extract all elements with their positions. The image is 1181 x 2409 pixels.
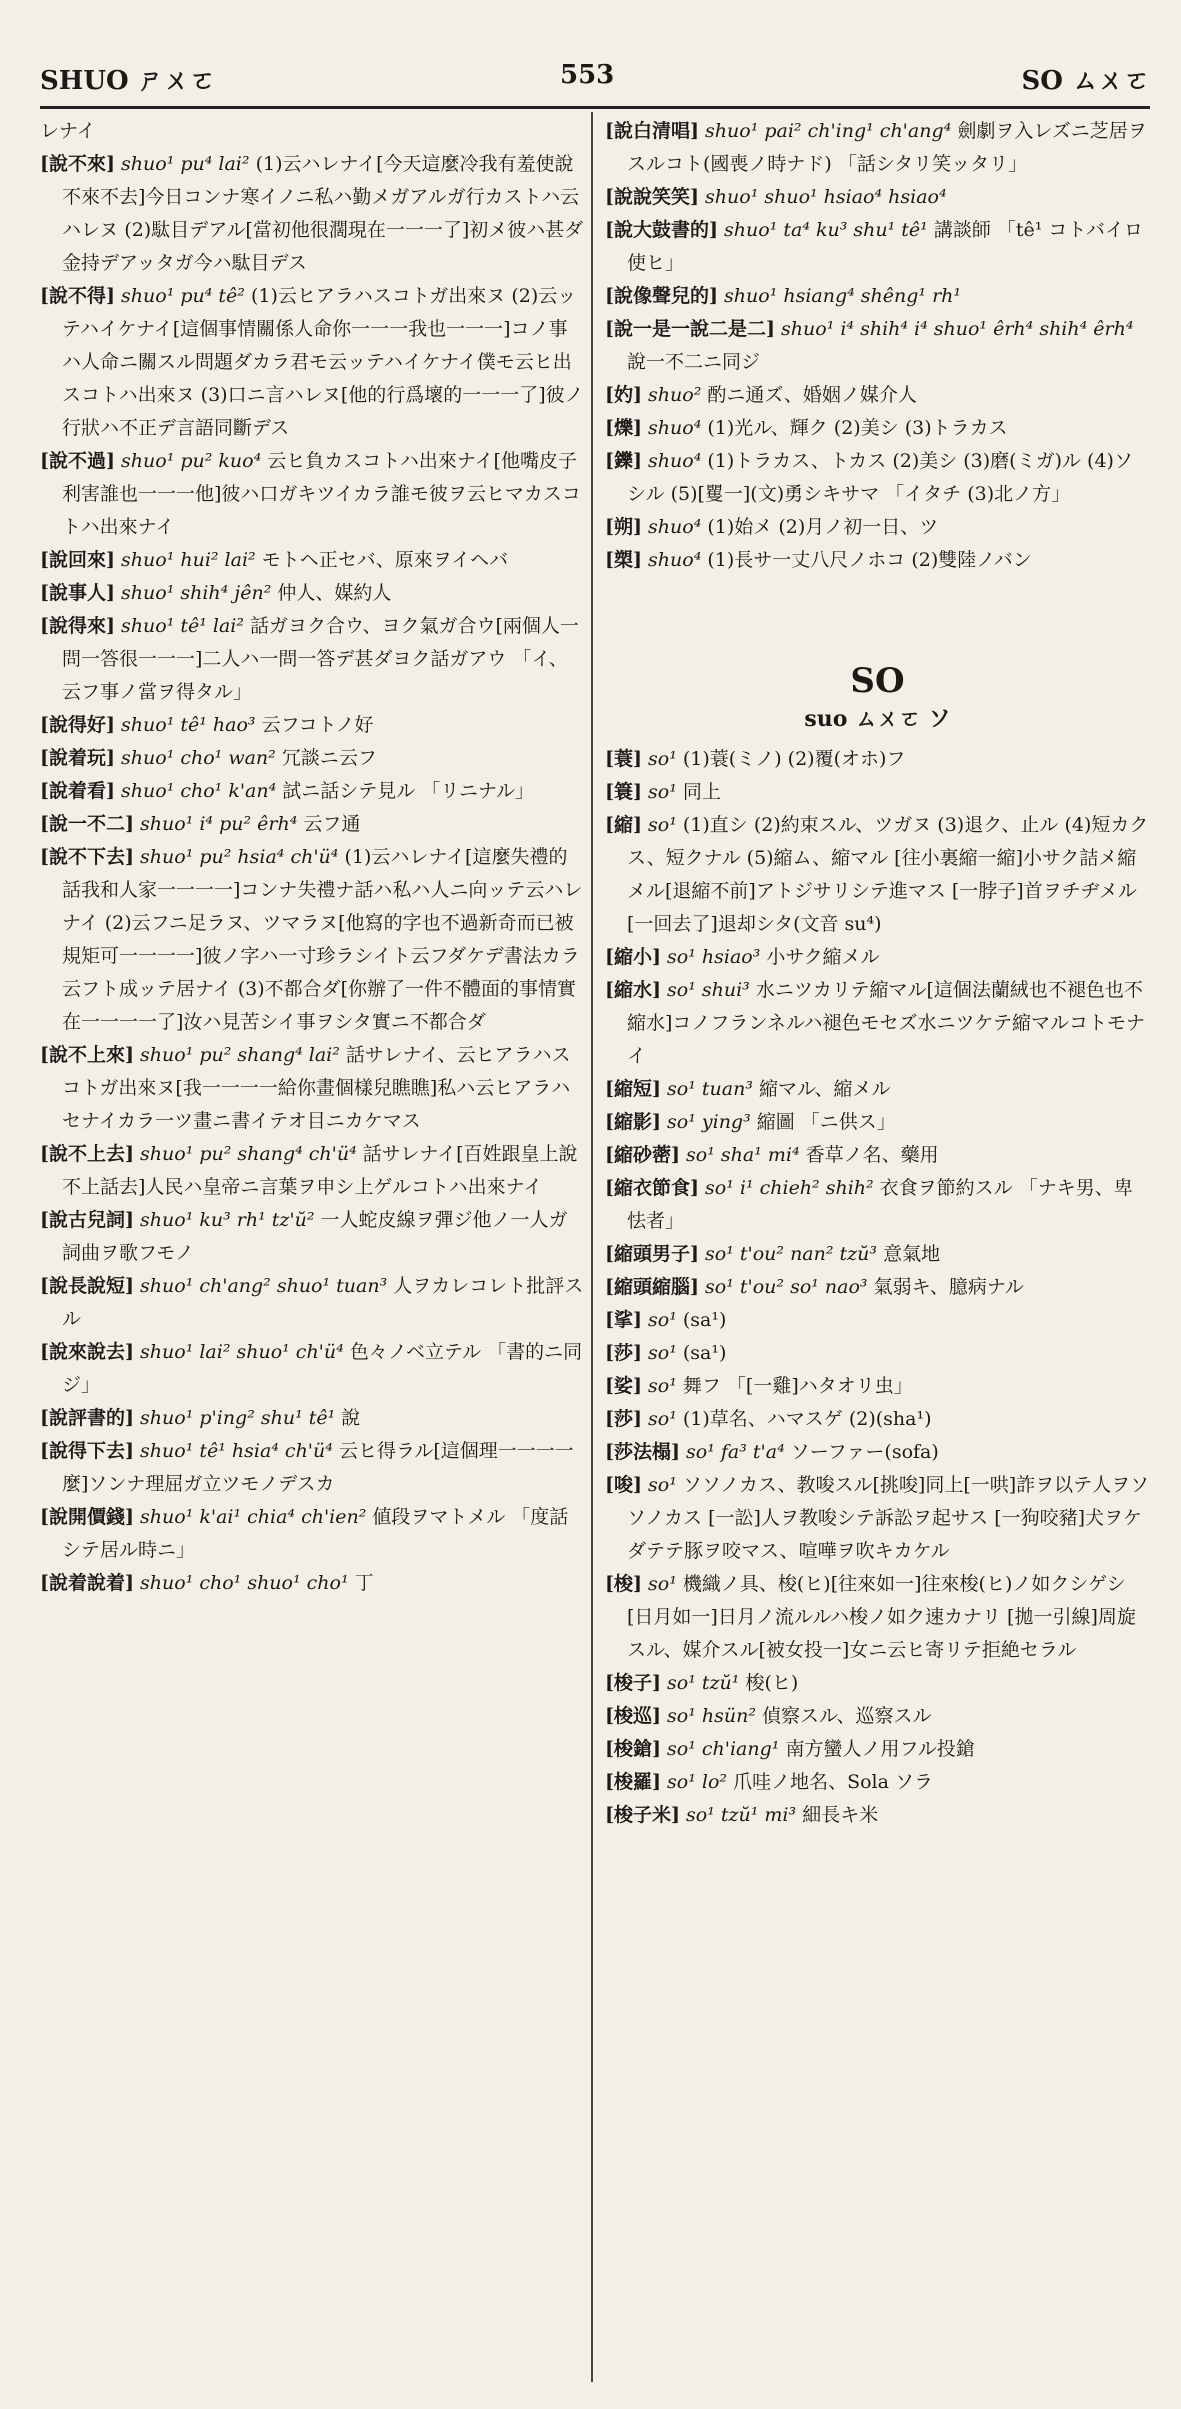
dictionary-entry: [40, 1501, 585, 1567]
entry-definition: (1)長サ一丈八尺ノホコ (2)雙陸ノバン: [707, 549, 1032, 571]
dictionary-entry: [605, 1337, 1150, 1370]
entry-headword: [說着看]: [40, 780, 115, 802]
entry-headword: [說長說短]: [40, 1275, 134, 1297]
dictionary-entry: [40, 445, 585, 544]
entry-romanization: so¹: [648, 1342, 677, 1364]
dictionary-entry: [605, 809, 1150, 941]
entry-headword: [說事人]: [40, 582, 115, 604]
entry-headword: [縮砂蔤]: [605, 1144, 680, 1166]
entry-headword: [縮小]: [605, 946, 661, 968]
right-column: [605, 115, 1150, 2385]
entry-definition: 說: [341, 1407, 361, 1429]
entry-definition: (1)云ハレナイ[這麼失禮的話我和人家一一一一]コンナ失禮ナ話ハ私ハ人ニ向ッテ云ハレナイ (2)云フニ足ラヌ、ツマラヌ[他寫的字也不過新奇而已被規矩可一一一一]彼ノ字ハ一寸珍ラシイト云フダケデ書法カラ云フト成ッテ居ナイ (3)不都合ダ[你辦了一件不體面的事情實在一一一一了]汝ハ見苦シイ事ヲシタ實ニ不都合ダ: [62, 846, 583, 1033]
dictionary-entry: [40, 1039, 585, 1138]
entry-headword: [說着說着]: [40, 1572, 134, 1594]
entry-romanization: so¹: [648, 814, 677, 836]
entry-romanization: so¹ tuan³: [667, 1078, 753, 1100]
section-heading: [605, 659, 1150, 735]
dictionary-entry: [40, 742, 585, 775]
dictionary-entry: [605, 1766, 1150, 1799]
dictionary-entry: [40, 775, 585, 808]
entry-headword: [挲]: [605, 1309, 642, 1331]
dictionary-entry: [605, 1370, 1150, 1403]
entry-definition: 氣弱キ、臆病ナル: [873, 1276, 1024, 1298]
entry-headword: [梭羅]: [605, 1771, 661, 1793]
entry-romanization: so¹ tzŭ¹ mi³: [686, 1804, 797, 1826]
entry-definition: (1)直シ (2)約束スル、ツガヌ (3)退ク、止ル (4)短カクス、短クナル (5)縮ム、縮マル [往小裏縮一縮]小サク詰メ縮メル[退縮不前]アトジサリシテ進マス [一脖子]首ヲチヂメル[一回去了]退却シタ(文音 su⁴): [627, 814, 1149, 935]
dictionary-entry: [605, 1733, 1150, 1766]
entry-definition: 梭(ヒ): [745, 1672, 799, 1694]
entry-headword: [說不得]: [40, 285, 115, 307]
dictionary-entry: [605, 1436, 1150, 1469]
entry-romanization: shuo¹ shuo¹ hsiao⁴ hsiao⁴: [705, 186, 947, 208]
dictionary-entry: [605, 1568, 1150, 1667]
dictionary-entry: [605, 1700, 1150, 1733]
dictionary-entry: [605, 941, 1150, 974]
entry-headword: [說評書的]: [40, 1407, 134, 1429]
entry-definition: 丁: [354, 1572, 374, 1594]
entry-romanization: shuo¹ hsiang⁴ shêng¹ rh¹: [724, 285, 962, 307]
section-spacer: [605, 577, 1150, 633]
entry-headword: [莎]: [605, 1342, 642, 1364]
dictionary-entry: [605, 544, 1150, 577]
entry-romanization: so¹: [648, 1573, 677, 1595]
entry-romanization: shuo¹ shih⁴ jên²: [121, 582, 272, 604]
page-number: 553: [560, 60, 615, 90]
entry-definition: 縮マル、縮メル: [758, 1078, 891, 1100]
entry-romanization: so¹: [648, 1375, 677, 1397]
dictionary-entry: [40, 1270, 585, 1336]
entry-definition: (1)云ハレナイ[今天這麼冷我有羞使說不來不去]今日コンナ寒イノニ私ハ勤メガアルガ行カストハ云ハレヌ (2)駄目デアル[當初他很濶現在一一一了]初メ彼ハ甚ダ金持デアッタガ今ハ駄目デス: [62, 153, 584, 274]
entry-definition: (1)光ル、輝ク (2)美シ (3)トラカス: [707, 417, 1008, 439]
header-rule: [40, 106, 1150, 109]
dictionary-entry: [40, 544, 585, 577]
dictionary-entry: [605, 445, 1150, 511]
entry-headword: [朔]: [605, 516, 642, 538]
dictionary-entry: [605, 181, 1150, 214]
entry-headword: [梭子]: [605, 1672, 661, 1694]
dictionary-entry: [605, 1304, 1150, 1337]
entry-romanization: shuo⁴: [648, 549, 702, 571]
entry-headword: [說一不二]: [40, 813, 134, 835]
entry-definition: 小サク縮メル: [766, 946, 880, 968]
entry-headword: [縮]: [605, 814, 642, 836]
page-header: [40, 48, 1150, 108]
entry-definition: 云フ通: [303, 813, 361, 835]
entry-romanization: shuo¹ lai² shuo¹ ch'ü⁴: [140, 1341, 344, 1363]
dictionary-entry: [40, 709, 585, 742]
entry-definition: (sa¹): [682, 1342, 727, 1364]
entry-headword: [鑠]: [605, 450, 642, 472]
dictionary-entry: [40, 610, 585, 709]
dictionary-entry: [605, 1172, 1150, 1238]
section-heading-sub: suo ㄙㄨㄛ ソ: [804, 706, 951, 732]
entry-headword: [槊]: [605, 549, 642, 571]
dictionary-entry: [40, 1336, 585, 1402]
entry-definition: (1)草名、ハマスゲ (2)(sha¹): [682, 1408, 932, 1430]
entry-definition: 爪哇ノ地名、Sola ソラ: [733, 1771, 933, 1793]
dictionary-entry: [605, 1469, 1150, 1568]
entry-headword: [說不上來]: [40, 1044, 134, 1066]
entry-headword: [縮短]: [605, 1078, 661, 1100]
entry-headword: [說來說去]: [40, 1341, 134, 1363]
entry-romanization: shuo¹ pai² ch'ing¹ ch'ang⁴: [705, 120, 952, 142]
entry-romanization: shuo¹ pu⁴ lai²: [121, 153, 250, 175]
entry-romanization: shuo¹ cho¹ shuo¹ cho¹: [140, 1572, 349, 1594]
entry-romanization: shuo¹ i⁴ pu² êrh⁴: [140, 813, 298, 835]
entry-definition: 話サレナイ、云ヒアラハスコトガ出來ヌ[我一一一一給你畫個樣兒瞧瞧]私ハ云ヒアラハセナイカラ一ツ畫ニ書イテオ目ニカケマス: [62, 1044, 571, 1132]
entry-definition: 冗談ニ云フ: [281, 747, 377, 769]
dictionary-entry: [40, 577, 585, 610]
entry-headword: [莎]: [605, 1408, 642, 1430]
dictionary-entry: [40, 841, 585, 1039]
entry-headword: [說着玩]: [40, 747, 115, 769]
entry-headword: [莎法榻]: [605, 1441, 680, 1463]
entry-romanization: shuo¹ k'ai¹ chia⁴ ch'ien²: [140, 1506, 367, 1528]
entry-definition: 意氣地: [883, 1243, 941, 1265]
entry-romanization: shuo¹ ch'ang² shuo¹ tuan³: [140, 1275, 388, 1297]
entry-definition: (1)蓑(ミノ) (2)覆(オホ)フ: [682, 748, 906, 770]
entry-romanization: so¹: [648, 781, 677, 803]
entry-definition: 機織ノ具、梭(ヒ)[往來如一]往來梭(ヒ)ノ如クシゲシ[日月如一]日月ノ流ルルハ梭ノ如ク速カナリ [拋一引線]周旋スル、媒介スル[被女投一]女ニ云ヒ寄リテ拒絶セラル: [627, 1573, 1136, 1661]
dictionary-entry: [605, 379, 1150, 412]
entry-romanization: so¹ ch'iang¹: [667, 1738, 780, 1760]
entry-romanization: shuo¹ pu⁴ tê²: [121, 285, 245, 307]
entry-headword: [說得好]: [40, 714, 115, 736]
entry-headword: [說開價錢]: [40, 1506, 134, 1528]
dictionary-entry: [605, 1667, 1150, 1700]
entry-headword: [簑]: [605, 781, 642, 803]
entry-definition: 色々ノベ立テル 「書的ニ同ジ」: [62, 1341, 583, 1396]
column-divider: [591, 112, 593, 2382]
right-entries-top: [605, 115, 1150, 577]
entry-headword: [說大鼓書的]: [605, 219, 718, 241]
entry-definition: 云フコトノ好: [261, 714, 374, 736]
entry-romanization: so¹ fa³ t'a⁴: [686, 1441, 785, 1463]
entry-romanization: shuo¹ hui² lai²: [121, 549, 256, 571]
entry-headword: [唆]: [605, 1474, 642, 1496]
dictionary-entry: [605, 1139, 1150, 1172]
entry-headword: [縮衣節食]: [605, 1177, 699, 1199]
entry-romanization: so¹ hsün²: [667, 1705, 756, 1727]
entry-definition: 說一不二ニ同ジ: [627, 351, 761, 373]
dictionary-entry: [605, 280, 1150, 313]
entry-romanization: shuo¹ pu² shang⁴ lai²: [140, 1044, 340, 1066]
dictionary-entry: [605, 776, 1150, 809]
dictionary-entry: [40, 1204, 585, 1270]
entry-romanization: so¹ t'ou² nan² tzŭ³: [705, 1243, 878, 1265]
entry-romanization: shuo⁴: [648, 516, 702, 538]
entry-definition: 衣食ヲ節約スル 「ナキ男、卑怯者」: [627, 1177, 1133, 1232]
entry-definition: 試ニ話シテ見ル 「リニナル」: [282, 780, 535, 802]
entry-definition: 話ガヨク合ウ、ヨク氣ガ合ウ[兩個人一問一答很一一一]二人ハ一問一答デ甚ダヨク話ガアウ 「イ、云フ事ノ當ヲ得タル」: [62, 615, 579, 703]
entry-headword: [說像聲兒的]: [605, 285, 718, 307]
entry-romanization: shuo¹ ku³ rh¹ tz'ŭ²: [140, 1209, 315, 1231]
dictionary-entry: [40, 808, 585, 841]
entry-romanization: shuo⁴: [648, 417, 702, 439]
dictionary-entry: [40, 1402, 585, 1435]
entry-headword: [娑]: [605, 1375, 642, 1397]
entry-definition: (1)始メ (2)月ノ初一日、ツ: [707, 516, 939, 538]
entry-definition: 水ニツカリテ縮マル[這個法蘭絨也不褪色也不縮水]コノフランネルハ褪色モセズ水ニツケテ縮マルコトモナイ: [627, 979, 1145, 1067]
entry-headword: [說得來]: [40, 615, 115, 637]
entry-romanization: shuo¹ cho¹ k'an⁴: [121, 780, 277, 802]
dictionary-entry: [605, 214, 1150, 280]
entry-headword: [說得下去]: [40, 1440, 134, 1462]
entry-romanization: shuo¹ pu² shang⁴ ch'ü⁴: [140, 1143, 357, 1165]
dictionary-entry: [40, 1138, 585, 1204]
dictionary-entry: [40, 1435, 585, 1501]
entry-romanization: shuo¹ pu² kuo⁴: [121, 450, 262, 472]
entry-romanization: so¹ shui³: [667, 979, 750, 1001]
entry-definition: 劍劇ヲ入レズニ芝居ヲスルコト(國喪ノ時ナド) 「話シタリ笑ッタリ」: [627, 120, 1147, 175]
entry-definition: 講談師 「tê¹ コトバイロ使ヒ」: [627, 219, 1144, 274]
entry-definition: 縮圖 「ニ供ス」: [756, 1111, 896, 1133]
entry-headword: [說白清唱]: [605, 120, 699, 142]
entry-headword: [梭巡]: [605, 1705, 661, 1727]
entry-headword: [說一是一說二是二]: [605, 318, 775, 340]
left-column: [40, 115, 585, 2385]
entry-romanization: shuo¹ pu² hsia⁴ ch'ü⁴: [140, 846, 339, 868]
entry-definition: モトヘ正セバ、原來ヲイヘバ: [261, 549, 509, 571]
entry-headword: [說不來]: [40, 153, 115, 175]
entry-definition: (sa¹): [682, 1309, 727, 1331]
entry-definition: 仲人、媒約人: [277, 582, 392, 604]
dictionary-entry: [605, 1106, 1150, 1139]
dictionary-entry: [605, 974, 1150, 1073]
right-entries-bottom: [605, 743, 1150, 1832]
entry-definition: 舞フ 「[一雞]ハタオリ虫」: [682, 1375, 913, 1397]
entry-headword: [縮影]: [605, 1111, 661, 1133]
entry-romanization: so¹ t'ou² so¹ nao³: [705, 1276, 868, 1298]
entry-definition: (1)トラカス、トカス (2)美シ (3)磨(ミガ)ル (4)ソシル (5)[矍一](文)勇シキサマ 「イタチ (3)北ノ方」: [627, 450, 1133, 505]
dictionary-entry: [40, 1567, 585, 1600]
entry-romanization: shuo¹ tê¹ hao³: [121, 714, 256, 736]
entry-romanization: shuo¹ ta⁴ ku³ shu¹ tê¹: [724, 219, 928, 241]
entry-headword: [說不上去]: [40, 1143, 134, 1165]
entry-definition: (1)云ヒアラハスコトガ出來ヌ (2)云ッテハイケナイ[這個事情關係人命你一一一我也一一一]コノ事ハ人命ニ關スル問題ダカラ君モ云ッテハイケナイ僕モ云ヒ出スコトハ出來ヌ (3)口ニ言ハレヌ[他的行爲壞的一一一了]彼ノ行狀ハ不正デ言語同斷デス: [62, 285, 584, 439]
entry-romanization: so¹: [648, 748, 677, 770]
dictionary-entry: [605, 1799, 1150, 1832]
entry-headword: [梭子米]: [605, 1804, 680, 1826]
entry-romanization: shuo⁴: [648, 450, 702, 472]
continuation-text: レナイ: [40, 120, 96, 142]
entry-romanization: shuo¹ cho¹ wan²: [121, 747, 276, 769]
entry-definition: 香草ノ名、藥用: [805, 1144, 939, 1166]
entry-definition: 云ヒ得ラル[這個理一一一一麼]ソンナ理屈ガ立ツモノデスカ: [62, 1440, 574, 1495]
entry-definition: ソソノカス、教唆スル[挑唆]同上[一哄]詐ヲ以テ人ヲソソノカス [一訟]人ヲ教唆シテ訴訟ヲ起サス [一狗咬豬]犬ヲケダテテ豚ヲ咬マス、喧嘩ヲ吹キカケル: [627, 1474, 1150, 1562]
entry-headword: [縮水]: [605, 979, 661, 1001]
entry-definition: ソーファー(sofa): [790, 1441, 939, 1463]
dictionary-entry: [40, 148, 585, 280]
entry-definition: 酌ニ通ズ、婚姻ノ媒介人: [707, 384, 917, 406]
entry-headword: [縮頭縮腦]: [605, 1276, 699, 1298]
entry-headword: [縮頭男子]: [605, 1243, 699, 1265]
dictionary-entry: [605, 1238, 1150, 1271]
dictionary-entry: [605, 412, 1150, 445]
entry-headword: [蓑]: [605, 748, 642, 770]
dictionary-entry: [605, 1403, 1150, 1436]
entry-headword: [說古兒詞]: [40, 1209, 134, 1231]
entry-romanization: so¹ sha¹ mi⁴: [686, 1144, 800, 1166]
entry-definition: 偵察スル、巡察スル: [762, 1705, 932, 1727]
entry-headword: [說回來]: [40, 549, 115, 571]
section-heading-main: SO: [850, 661, 905, 701]
entry-romanization: shuo¹ i⁴ shih⁴ i⁴ shuo¹ êrh⁴ shih⁴ êrh⁴: [781, 318, 1134, 340]
entry-romanization: shuo¹ tê¹ lai²: [121, 615, 244, 637]
dictionary-entry: [605, 1073, 1150, 1106]
entry-headword: [說說笑笑]: [605, 186, 699, 208]
entry-romanization: shuo¹ p'ing² shu¹ tê¹: [140, 1407, 336, 1429]
header-left-running-head: SHUO ㄕㄨㄛ: [40, 66, 216, 96]
entry-romanization: so¹ lo²: [667, 1771, 728, 1793]
entry-romanization: shuo²: [648, 384, 702, 406]
entry-romanization: so¹ ying³: [667, 1111, 751, 1133]
header-right-running-head: SO ㄙㄨㄛ: [1021, 66, 1150, 96]
entry-headword: [爍]: [605, 417, 642, 439]
entry-romanization: so¹: [648, 1408, 677, 1430]
entry-definition: 細長キ米: [802, 1804, 879, 1826]
entry-definition: 一人蛇皮線ヲ彈ジ他ノ一人ガ詞曲ヲ歌フモノ: [62, 1209, 568, 1264]
dictionary-entry: [605, 1271, 1150, 1304]
entry-headword: [梭鎗]: [605, 1738, 661, 1760]
entry-definition: 南方蠻人ノ用フル投鎗: [785, 1738, 975, 1760]
entry-headword: [妁]: [605, 384, 642, 406]
dictionary-entry: [605, 313, 1150, 379]
entry-definition: 同上: [682, 781, 721, 803]
entry-romanization: so¹ tzŭ¹: [667, 1672, 740, 1694]
dictionary-entry: [40, 280, 585, 445]
entry-headword: [梭]: [605, 1573, 642, 1595]
entry-headword: [說不過]: [40, 450, 115, 472]
entry-headword: [說不下去]: [40, 846, 134, 868]
entry-romanization: shuo¹ tê¹ hsia⁴ ch'ü⁴: [140, 1440, 333, 1462]
entry-definition: 話サレナイ[百姓跟皇上說不上話去]人民ハ皇帝ニ言葉ヲ申シ上ゲルコトハ出來ナイ: [62, 1143, 578, 1198]
dictionary-entry: [605, 115, 1150, 181]
dictionary-entry: [605, 511, 1150, 544]
dictionary-entry: [605, 743, 1150, 776]
entry-romanization: so¹ i¹ chieh² shih²: [705, 1177, 874, 1199]
entry-romanization: so¹: [648, 1309, 677, 1331]
entry-romanization: so¹: [648, 1474, 677, 1496]
entry-definition: 人ヲカレコレト批評スル: [62, 1275, 584, 1330]
entry-romanization: so¹ hsiao³: [667, 946, 761, 968]
entry-definition: 値段ヲマトメル 「度話シテ居ル時ニ」: [62, 1506, 569, 1561]
entry-definition: 云ヒ負カスコトハ出來ナイ[他嘴皮子利害誰也一一一他]彼ハ口ガキツイカラ誰モ彼ヲ云ヒマカスコトハ出來ナイ: [62, 450, 581, 538]
